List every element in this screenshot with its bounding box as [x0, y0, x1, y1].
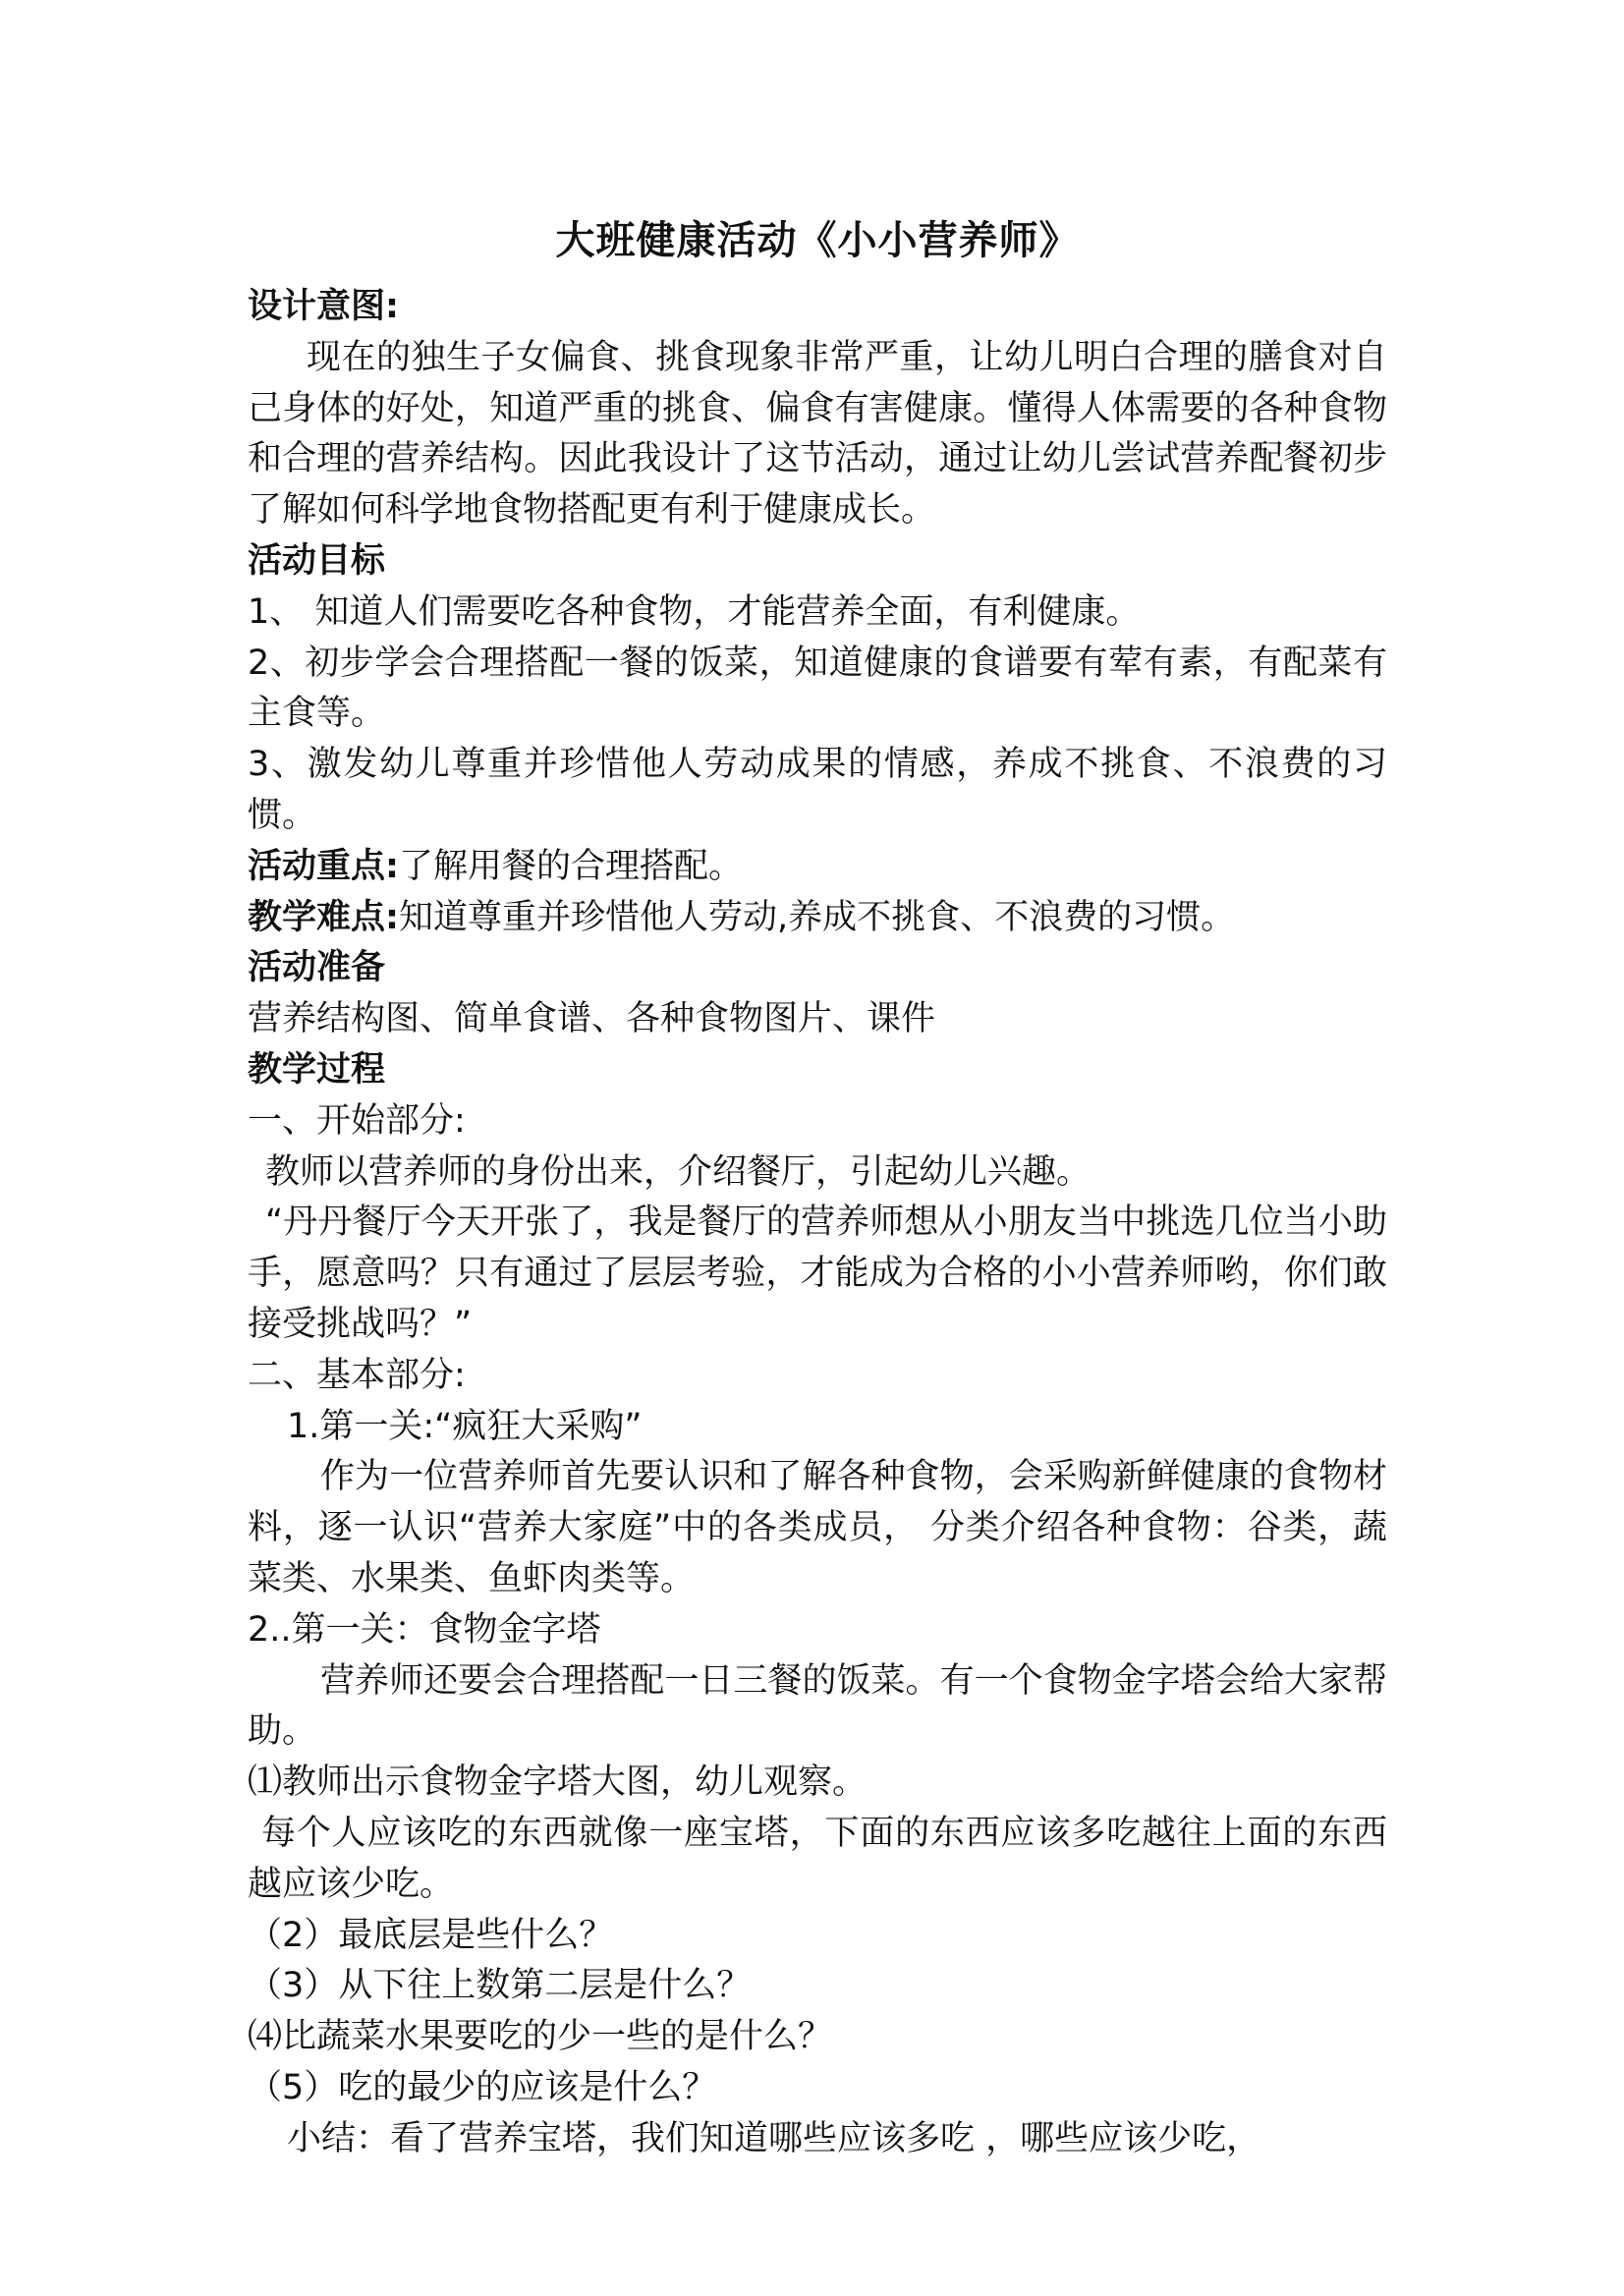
difficulty-row: [248, 893, 1387, 944]
part1-intro: 教师以营养师的身份出来，介绍餐厅，引起幼儿兴趣。: [265, 1151, 1092, 1192]
process-heading: 教学过程: [248, 1049, 386, 1090]
key-point-row: [248, 842, 1387, 893]
document-page: [248, 211, 1387, 2164]
level2-text: 营养师还要会合理搭配一日三餐的饭菜。有一个食物金字塔会给大家帮助。: [248, 1660, 1387, 1752]
design-intent-body: 现在的独生子女偏食、挑食现象非常严重，让幼儿明白合理的膳食对自己身体的好处，知道严重的挑食、偏食有害健康。懂得人体需要的各种食物和合理的营养结构。因此我设计了这节活动，通过让幼儿尝试营养配餐初步了解如何科学地食物搭配更有利于健康成长。: [248, 337, 1387, 531]
step-5: （5）吃的最少的应该是什么？: [248, 2067, 717, 2107]
key-point-label: 活动重点:: [248, 846, 399, 886]
key-point-text: 了解用餐的合理搭配。: [399, 846, 744, 886]
document-title: 大班健康活动《小小营养师》: [555, 218, 1080, 263]
step-4: ⑷比蔬菜水果要吃的少一些的是什么？: [248, 2017, 833, 2057]
step-1: ⑴教师出示食物金字塔大图，幼儿观察。: [248, 1763, 868, 1803]
level1-text: 作为一位营养师首先要认识和了解各种食物，会采购新鲜健康的食物材料，逐一认识“营养大家庭”中的各类成员， 分类介绍各种食物：谷类，蔬菜类、水果类、鱼虾肉类等。: [248, 1457, 1387, 1598]
goal-item-3: 3、激发幼儿尊重并珍惜他人劳动成果的情感，养成不挑食、不浪费的习惯。: [248, 745, 1387, 835]
level1-title: 1.第一关:“疯狂大采购”: [287, 1406, 643, 1446]
step-2: （2）最底层是些什么？: [248, 1915, 614, 1955]
goal-item-1: 1、 知道人们需要吃各种食物，才能营养全面，有利健康。: [248, 591, 1141, 632]
preparation-text: 营养结构图、简单食谱、各种食物图片、课件: [248, 999, 936, 1039]
goal-item-2: 2、初步学会合理搭配一餐的饭菜，知道健康的食谱要有荤有素，有配菜有主食等。: [248, 643, 1387, 734]
difficulty-text: 知道尊重并珍惜他人劳动,养成不挑食、不浪费的习惯。: [399, 897, 1236, 937]
preparation-heading: 活动准备: [248, 948, 386, 988]
difficulty-label: 教学难点:: [248, 897, 399, 937]
part1-title: 一、开始部分:: [248, 1100, 466, 1141]
step-3: （3）从下往上数第二层是什么？: [248, 1966, 752, 2006]
goals-heading: 活动目标: [248, 540, 386, 581]
part1-quote: “丹丹餐厅今天开张了，我是餐厅的营养师想从小朋友当中挑选几位当小助手，愿意吗？只有通过了层层考验，才能成为合格的小小营养师哟，你们敢接受挑战吗？”: [248, 1203, 1387, 1344]
step-1-text: 每个人应该吃的东西就像一座宝塔，下面的东西应该多吃越往上面的东西越应该少吃。: [248, 1813, 1387, 1904]
part2-title: 二、基本部分:: [248, 1355, 466, 1395]
summary: 小结：看了营养宝塔，我们知道哪些应该多吃 ，哪些应该少吃，: [287, 2118, 1261, 2158]
level2-title: 2..第一关：食物金字塔: [248, 1609, 601, 1650]
design-intent-heading: 设计意图:: [248, 287, 399, 326]
